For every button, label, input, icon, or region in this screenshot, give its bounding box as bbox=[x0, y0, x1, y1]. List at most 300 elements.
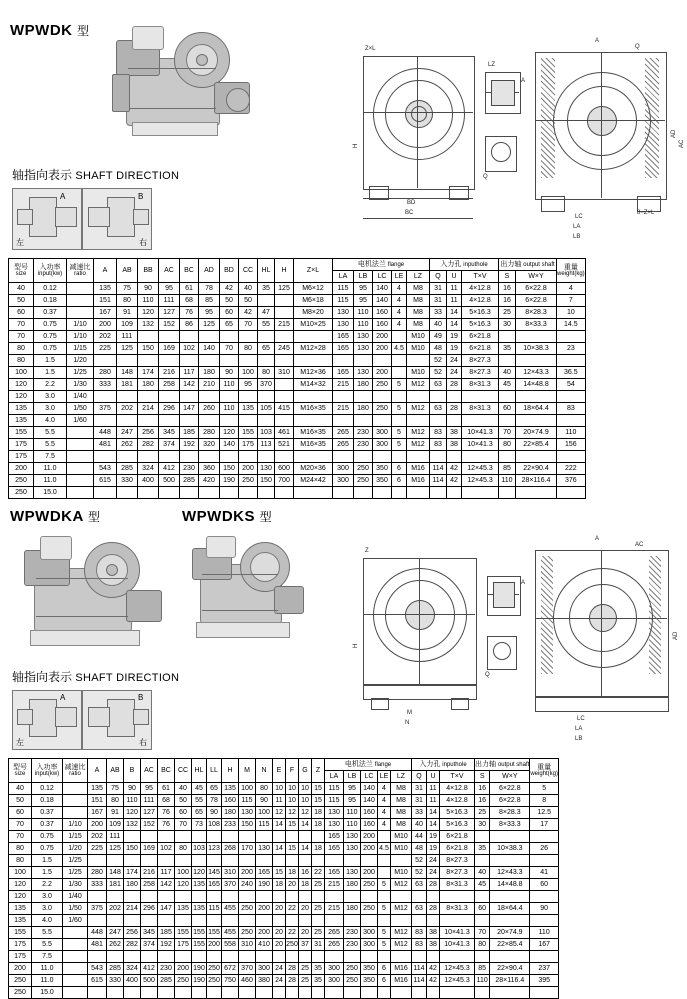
cell-AC: 345 bbox=[159, 427, 180, 439]
cell-S bbox=[499, 451, 516, 463]
cell-BC: 142 bbox=[180, 379, 199, 391]
cell-BD: 190 bbox=[220, 475, 239, 487]
cell-U bbox=[427, 951, 440, 963]
cell-HL: 135 bbox=[192, 903, 207, 915]
cell-Z: 31 bbox=[312, 939, 325, 951]
cell-HL bbox=[258, 295, 275, 307]
cell-LA: 165 bbox=[325, 867, 344, 879]
cell-LL: 90 bbox=[207, 807, 222, 819]
cell-B: 400 bbox=[124, 975, 141, 987]
cell-HL: 35 bbox=[258, 283, 275, 295]
th2-LA: LA bbox=[325, 771, 344, 783]
cell-TV: 12×45.3 bbox=[440, 975, 475, 987]
cell-H: 521 bbox=[275, 439, 294, 451]
cell-U: 28 bbox=[427, 879, 440, 891]
cell-H: 415 bbox=[275, 403, 294, 415]
th2-HL: HL bbox=[192, 759, 207, 783]
cell-S bbox=[475, 915, 490, 927]
cell-TV bbox=[440, 915, 475, 927]
cell-AC: 216 bbox=[159, 367, 180, 379]
cell-AC bbox=[159, 451, 180, 463]
cell-WY: 6×22.8 bbox=[516, 295, 557, 307]
cell-M bbox=[239, 891, 256, 903]
cell-TV: 5×16.3 bbox=[462, 319, 499, 331]
cell-LL bbox=[207, 951, 222, 963]
cell-TV: 12×45.3 bbox=[440, 963, 475, 975]
cell-S: 25 bbox=[499, 307, 516, 319]
cell-A: 135 bbox=[88, 783, 107, 795]
cell-WY bbox=[490, 951, 530, 963]
cell-LE: 5 bbox=[392, 403, 407, 415]
cell-LA: 130 bbox=[325, 819, 344, 831]
model-name-cn-2: 型 bbox=[87, 510, 101, 524]
cell-AD: 78 bbox=[199, 283, 220, 295]
cell-H bbox=[275, 415, 294, 427]
cell-BD: 70 bbox=[220, 343, 239, 355]
cell-A: 151 bbox=[88, 795, 107, 807]
cell-CC: 50 bbox=[239, 295, 258, 307]
cell-H bbox=[222, 891, 239, 903]
cell-Q: 63 bbox=[412, 879, 427, 891]
shaft-label-b-2: B bbox=[138, 693, 144, 702]
cell-H bbox=[275, 307, 294, 319]
table-row bbox=[9, 355, 586, 367]
cell-LE bbox=[378, 915, 391, 927]
cell-BD bbox=[220, 415, 239, 427]
cell-H: 461 bbox=[275, 427, 294, 439]
shaft-diagram-b-1 bbox=[82, 188, 152, 250]
cell-size: 250 bbox=[9, 487, 34, 499]
cell-ZL: M24×42 bbox=[294, 475, 333, 487]
cell-CC: 42 bbox=[239, 307, 258, 319]
dim-zxl: Z×L bbox=[365, 46, 376, 52]
cell-BB: 400 bbox=[138, 475, 159, 487]
cell-U bbox=[447, 451, 462, 463]
th2-Q: Q bbox=[412, 771, 427, 783]
cell-Z: 25 bbox=[312, 903, 325, 915]
cell-AD bbox=[199, 487, 220, 499]
cell-LE: 5 bbox=[392, 427, 407, 439]
cell-U: 19 bbox=[427, 843, 440, 855]
cell-TV: 8×27.3 bbox=[440, 855, 475, 867]
cell-N: 380 bbox=[256, 975, 273, 987]
dim-lc: LC bbox=[575, 214, 583, 220]
cell-ZL bbox=[294, 331, 333, 343]
cell-F: 10 bbox=[286, 783, 299, 795]
cell-H bbox=[222, 987, 239, 999]
cell-BB: 90 bbox=[138, 283, 159, 295]
th-WY: W×Y bbox=[516, 271, 557, 283]
cell-size: 80 bbox=[9, 355, 34, 367]
cell-LB bbox=[344, 951, 361, 963]
table-row bbox=[9, 295, 586, 307]
th-S: S bbox=[499, 271, 516, 283]
cell-AB: 125 bbox=[107, 843, 124, 855]
cell-F: 250 bbox=[286, 939, 299, 951]
dim-h: H bbox=[353, 143, 359, 148]
cell-BB: 180 bbox=[138, 379, 159, 391]
table-row bbox=[9, 463, 586, 475]
cell-B: 256 bbox=[124, 927, 141, 939]
cell-HL: 80 bbox=[258, 367, 275, 379]
cell-wt: 14.5 bbox=[557, 319, 586, 331]
cell-LC bbox=[361, 855, 378, 867]
cell-AC bbox=[141, 855, 158, 867]
cell-BC: 68 bbox=[180, 295, 199, 307]
cell-LC bbox=[361, 951, 378, 963]
cell-WY: 20×74.9 bbox=[490, 927, 530, 939]
cell-LB: 230 bbox=[354, 439, 373, 451]
cell-LB: 130 bbox=[354, 367, 373, 379]
cell-power: 1.5 bbox=[32, 855, 63, 867]
cell-LE bbox=[392, 331, 407, 343]
cell-LB: 230 bbox=[344, 927, 361, 939]
cell-LA: 130 bbox=[333, 307, 354, 319]
cell-LB bbox=[344, 915, 361, 927]
cell-Q: 31 bbox=[430, 283, 447, 295]
cell-AB: 75 bbox=[117, 283, 138, 295]
cell-A: 615 bbox=[94, 475, 117, 487]
cell-H: 700 bbox=[275, 475, 294, 487]
cell-B bbox=[124, 915, 141, 927]
cell-LZ: M10 bbox=[391, 843, 412, 855]
dim-q-small-2: Q bbox=[485, 672, 490, 678]
shaft-diagram-a-1 bbox=[12, 188, 82, 250]
cell-BD: 50 bbox=[220, 295, 239, 307]
th-H: H bbox=[275, 259, 294, 283]
cell-LB: 130 bbox=[344, 843, 361, 855]
cell-M: 460 bbox=[239, 975, 256, 987]
dim-lb-2: LB bbox=[575, 736, 583, 742]
cell-TV bbox=[440, 891, 475, 903]
cell-Q: 63 bbox=[430, 403, 447, 415]
cell-BB: 324 bbox=[138, 463, 159, 475]
cell-AD: 260 bbox=[199, 403, 220, 415]
shaft-label-right: 右 bbox=[139, 238, 147, 247]
cell-S: 45 bbox=[475, 879, 490, 891]
cell-WY: 12×43.3 bbox=[516, 367, 557, 379]
table2-header-row bbox=[9, 759, 559, 771]
cell-AB: 285 bbox=[117, 463, 138, 475]
cell-WY bbox=[490, 915, 530, 927]
cell-wt: 90 bbox=[530, 903, 559, 915]
cell-wt bbox=[530, 855, 559, 867]
cell-wt: 23 bbox=[557, 343, 586, 355]
cell-power: 0.18 bbox=[34, 295, 67, 307]
cell-LB: 95 bbox=[344, 783, 361, 795]
cell-wt: 8 bbox=[530, 795, 559, 807]
cell-LZ: M8 bbox=[391, 807, 412, 819]
cell-HL: 120 bbox=[192, 867, 207, 879]
cell-WY bbox=[516, 487, 557, 499]
cell-AB: 111 bbox=[107, 831, 124, 843]
cell-LA: 115 bbox=[333, 295, 354, 307]
cell-LE: 4.5 bbox=[392, 343, 407, 355]
cell-U: 42 bbox=[447, 475, 462, 487]
cell-U: 24 bbox=[427, 867, 440, 879]
th2-H: H bbox=[222, 759, 239, 783]
cell-LC bbox=[373, 391, 392, 403]
cell-wt: 222 bbox=[557, 463, 586, 475]
cell-M: 370 bbox=[239, 963, 256, 975]
cell-HL bbox=[192, 831, 207, 843]
cell-LL: 65 bbox=[207, 783, 222, 795]
dim-a-main-2: A bbox=[595, 536, 600, 542]
table-row bbox=[9, 975, 559, 987]
cell-BC: 147 bbox=[180, 403, 199, 415]
model-name-3: WPWDKS bbox=[182, 508, 255, 525]
cell-AB: 80 bbox=[107, 795, 124, 807]
cell-WY: 14×48.8 bbox=[516, 379, 557, 391]
table-row bbox=[9, 951, 559, 963]
cell-BC bbox=[158, 891, 175, 903]
cell-H: 310 bbox=[275, 367, 294, 379]
cell-Z bbox=[312, 987, 325, 999]
cell-LZ: M12 bbox=[391, 903, 412, 915]
cell-AD bbox=[199, 355, 220, 367]
cell-TV bbox=[440, 951, 475, 963]
cell-LB bbox=[354, 391, 373, 403]
cell-AC: 412 bbox=[159, 463, 180, 475]
cell-Q bbox=[412, 891, 427, 903]
cell-S: 85 bbox=[499, 463, 516, 475]
cell-CC: 70 bbox=[239, 319, 258, 331]
th-inputhole-group: 入力孔 inputhole bbox=[430, 259, 499, 271]
cell-S: 30 bbox=[499, 319, 516, 331]
cell-ratio: 1/40 bbox=[63, 891, 88, 903]
cell-WY bbox=[516, 331, 557, 343]
cell-Q: 44 bbox=[412, 831, 427, 843]
cell-B bbox=[124, 951, 141, 963]
cell-LC: 200 bbox=[373, 367, 392, 379]
cell-AD: 420 bbox=[199, 475, 220, 487]
cell-AB: 262 bbox=[107, 939, 124, 951]
cell-wt: 83 bbox=[557, 403, 586, 415]
cell-size: 120 bbox=[9, 391, 34, 403]
th2-LL: LL bbox=[207, 759, 222, 783]
cell-LZ: M10 bbox=[391, 831, 412, 843]
cell-B: 110 bbox=[124, 795, 141, 807]
cell-wt bbox=[530, 987, 559, 999]
cell-ZL bbox=[294, 451, 333, 463]
cell-size: 70 bbox=[9, 831, 32, 843]
cell-LA: 215 bbox=[325, 879, 344, 891]
cell-A bbox=[94, 391, 117, 403]
cell-G bbox=[299, 891, 312, 903]
cell-AB: 125 bbox=[117, 343, 138, 355]
cell-BB bbox=[138, 391, 159, 403]
cell-H bbox=[222, 951, 239, 963]
cell-LA: 300 bbox=[325, 975, 344, 987]
cell-LB bbox=[354, 415, 373, 427]
cell-wt bbox=[557, 331, 586, 343]
cell-BC: 117 bbox=[158, 867, 175, 879]
cell-WY: 22×85.4 bbox=[490, 939, 530, 951]
cell-A: 280 bbox=[94, 367, 117, 379]
cell-AB bbox=[117, 391, 138, 403]
cell-ratio bbox=[63, 795, 88, 807]
cell-HL bbox=[258, 415, 275, 427]
cell-TV: 5×16.3 bbox=[462, 307, 499, 319]
cell-LE bbox=[392, 391, 407, 403]
cell-TV: 5×16.3 bbox=[440, 819, 475, 831]
cell-H: 233 bbox=[222, 819, 239, 831]
cell-A: 167 bbox=[94, 307, 117, 319]
cell-LA bbox=[325, 855, 344, 867]
cell-LE: 4.5 bbox=[378, 843, 391, 855]
cell-N: 80 bbox=[256, 783, 273, 795]
cell-AC bbox=[159, 487, 180, 499]
table-row bbox=[9, 915, 559, 927]
cell-U: 28 bbox=[447, 403, 462, 415]
cell-size: 60 bbox=[9, 807, 32, 819]
th2-AC: AC bbox=[141, 759, 158, 783]
cell-H bbox=[275, 487, 294, 499]
cell-HL: 135 bbox=[192, 879, 207, 891]
cell-ratio bbox=[63, 963, 88, 975]
cell-H: 310 bbox=[222, 867, 239, 879]
cell-BD bbox=[220, 451, 239, 463]
cell-TV: 6×21.8 bbox=[462, 331, 499, 343]
cell-U: 24 bbox=[427, 855, 440, 867]
cell-CC: 175 bbox=[175, 939, 192, 951]
cell-LC: 250 bbox=[373, 403, 392, 415]
cell-AD: 280 bbox=[199, 427, 220, 439]
cell-WY: 18×64.4 bbox=[490, 903, 530, 915]
cell-size: 120 bbox=[9, 379, 34, 391]
cell-LB: 250 bbox=[344, 963, 361, 975]
cell-U: 24 bbox=[447, 355, 462, 367]
cell-HL: 55 bbox=[192, 795, 207, 807]
cell-ratio: 1/10 bbox=[67, 319, 94, 331]
cell-F: 28 bbox=[286, 975, 299, 987]
th2-outputshaft-group: 出力轴 output shaft bbox=[475, 759, 530, 771]
cell-size: 135 bbox=[9, 903, 32, 915]
cell-HL bbox=[192, 987, 207, 999]
shaft-label-b: B bbox=[138, 192, 144, 201]
cell-LB: 230 bbox=[344, 939, 361, 951]
cell-size: 135 bbox=[9, 403, 34, 415]
cell-S bbox=[475, 951, 490, 963]
table-row bbox=[9, 807, 559, 819]
cell-LC: 200 bbox=[361, 843, 378, 855]
cell-B bbox=[124, 855, 141, 867]
cell-HL: 65 bbox=[258, 343, 275, 355]
cell-power: 0.75 bbox=[34, 343, 67, 355]
cell-HL: 55 bbox=[258, 319, 275, 331]
cell-E: 10 bbox=[273, 783, 286, 795]
cell-LL bbox=[207, 831, 222, 843]
cell-ZL bbox=[294, 487, 333, 499]
cell-power: 3.0 bbox=[32, 891, 63, 903]
cell-LZ: M8 bbox=[407, 307, 430, 319]
th-power: 入功率 input(kw) bbox=[34, 259, 67, 283]
cell-A bbox=[88, 855, 107, 867]
cell-WY: 8×33.3 bbox=[516, 319, 557, 331]
cell-Q: 40 bbox=[412, 819, 427, 831]
cell-CC: 135 bbox=[239, 403, 258, 415]
th2-E: E bbox=[273, 759, 286, 783]
th2-WY: W×Y bbox=[490, 771, 530, 783]
cell-F bbox=[286, 831, 299, 843]
cell-LL bbox=[207, 987, 222, 999]
cell-WY: 10×38.3 bbox=[516, 343, 557, 355]
cell-BB: 132 bbox=[138, 319, 159, 331]
cell-A bbox=[88, 951, 107, 963]
section-title-wpwdk bbox=[10, 22, 90, 39]
cell-LA bbox=[333, 355, 354, 367]
th2-size: 型号 size bbox=[9, 759, 32, 783]
cell-TV: 8×31.3 bbox=[462, 403, 499, 415]
cell-Q: 33 bbox=[430, 307, 447, 319]
cell-HL: 370 bbox=[258, 379, 275, 391]
cell-size: 100 bbox=[9, 867, 32, 879]
cell-TV: 8×27.3 bbox=[462, 367, 499, 379]
table-row bbox=[9, 903, 559, 915]
cell-M bbox=[239, 855, 256, 867]
cell-LB: 250 bbox=[354, 475, 373, 487]
cell-LC: 160 bbox=[373, 319, 392, 331]
cell-AB: 181 bbox=[107, 879, 124, 891]
cell-LE bbox=[378, 951, 391, 963]
cell-LB: 95 bbox=[354, 295, 373, 307]
cell-G: 20 bbox=[299, 903, 312, 915]
table-row bbox=[9, 367, 586, 379]
cell-size: 175 bbox=[9, 951, 32, 963]
th2-weight: 重量 weight(kg) bbox=[530, 759, 559, 783]
shaft-direction-en-2: SHAFT DIRECTION bbox=[75, 672, 180, 684]
cell-AB: 202 bbox=[117, 403, 138, 415]
th-LE: LE bbox=[392, 271, 407, 283]
cell-U: 11 bbox=[427, 795, 440, 807]
cell-H: 160 bbox=[222, 795, 239, 807]
cell-U: 28 bbox=[447, 379, 462, 391]
cell-TV: 4×12.8 bbox=[462, 283, 499, 295]
cell-F: 12 bbox=[286, 807, 299, 819]
cell-S bbox=[475, 987, 490, 999]
cell-ratio bbox=[67, 295, 94, 307]
cell-S: 16 bbox=[499, 283, 516, 295]
cell-M bbox=[239, 951, 256, 963]
cell-LA bbox=[325, 915, 344, 927]
cell-BB bbox=[138, 331, 159, 343]
cell-wt: 36.5 bbox=[557, 367, 586, 379]
cell-wt: 60 bbox=[530, 879, 559, 891]
cell-LZ: M8 bbox=[407, 295, 430, 307]
th-A: A bbox=[94, 259, 117, 283]
cell-U bbox=[447, 391, 462, 403]
cell-S bbox=[499, 487, 516, 499]
cell-power: 11.0 bbox=[34, 463, 67, 475]
cell-U: 38 bbox=[427, 927, 440, 939]
cell-LB: 180 bbox=[344, 903, 361, 915]
cell-size: 175 bbox=[9, 439, 34, 451]
cell-BB bbox=[138, 451, 159, 463]
cell-BD bbox=[220, 355, 239, 367]
cell-S: 85 bbox=[475, 963, 490, 975]
cell-LA: 300 bbox=[333, 475, 354, 487]
dim-a-main: A bbox=[595, 38, 600, 44]
cell-BB: 256 bbox=[138, 427, 159, 439]
cell-LE bbox=[378, 867, 391, 879]
cell-size: 250 bbox=[9, 987, 32, 999]
cell-power: 2.2 bbox=[34, 379, 67, 391]
cell-BD: 42 bbox=[220, 283, 239, 295]
cell-LZ bbox=[407, 415, 430, 427]
cell-size: 50 bbox=[9, 295, 34, 307]
cell-WY bbox=[516, 415, 557, 427]
cell-B: 324 bbox=[124, 963, 141, 975]
